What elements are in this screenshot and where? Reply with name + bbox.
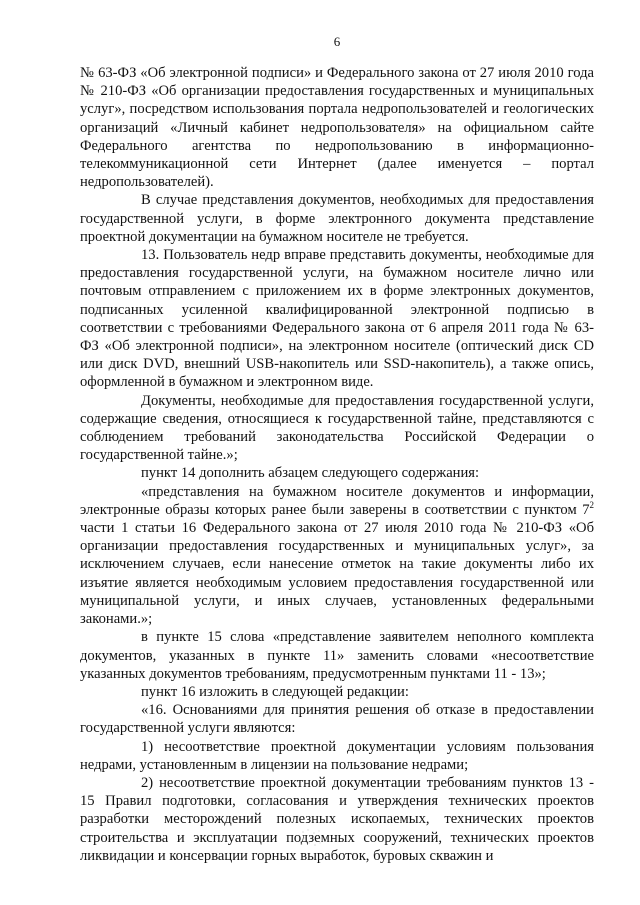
document-body: [80, 64, 594, 865]
paragraph-item-13: 13. Пользователь недр вправе представить документы, необходимые для предоставления государственной услуги, на бумажном носителе лично или почтовым отправлением с приложением их в форме электронных документов, подписанных усиленной квалифицированной электронной подписью в соответствии с требованиями Федерального закона от 6 апреля 2011 года № 63-ФЗ «Об электронной подписи», на электронном носителе (оптический диск CD или диск DVD, внешний USB-накопитель или SSD-накопитель), а также опись, оформленной в бумажном и электронном виде.: [80, 247, 594, 391]
paragraph-electronic-form: В случае представления документов, необходимых для предоставления государственной услуги, в форме электронного документа представление проектной документации на бумажном носителе не требуется.: [80, 192, 594, 245]
paragraph-item-14-amend: пункт 14 дополнить абзацем следующего содержания:: [141, 465, 480, 482]
page-number: 6: [333, 34, 341, 49]
paragraph-continuation: № 63-ФЗ «Об электронной подписи» и Федерального закона от 27 июля 2010 года № 210-ФЗ «Об организации предоставления государственных и муниципальных услуг», посредством использования портала недропользователей и геологических организаций «Личный кабинет недропользователя» на официальном сайте Федерального агентства по недропользованию в информационно-телекоммуникационной сети Интернет (далее именуется – портал недропользователей).: [80, 65, 594, 191]
paragraph-item-14-text-part1: «представления на бумажном носителе документов и информации, электронные образы которых ранее были заверены в соответствии с пунктом 7: [80, 483, 594, 518]
superscript-marker: 2: [589, 500, 594, 511]
paragraph-item-14-text-part2: части 1 статьи 16 Федерального закона от 27 июля 2010 года № 210-ФЗ «Об организации предоставления государственных и муниципальных услуг», за исключением случаев, если нанесение отметок на такие документы либо их изъятие является необходимым условием предоставления государственной или муниципальной услуги, и иных случаев, установленных федеральными законами.»;: [80, 520, 594, 628]
paragraph-item-15-amend: в пункте 15 слова «представление заявителем неполного комплекта документов, указанных в пункте 11» заменить словами «несоответствие указанных документов требованиям, предусмотренным пунктами 11 - 13»;: [80, 629, 594, 682]
paragraph-item-16-sub-1: 1) несоответствие проектной документации условиям пользования недрами, установленным в лицензии на пользование недрами;: [80, 738, 594, 773]
paragraph-item-14-text: [80, 483, 594, 629]
paragraph-state-secret: Документы, необходимые для предоставления государственной услуги, содержащие сведения, относящиеся к государственной тайне, представляются с соблюдением требований законодательства Российской Федерации о государственной тайне.»;: [80, 392, 594, 464]
paragraph-item-16-amend: пункт 16 изложить в следующей редакции:: [141, 683, 409, 700]
paragraph-item-16-text: «16. Основаниями для принятия решения об отказе в предоставлении государственной услуги являются:: [80, 702, 594, 737]
scan-artifact-icon: [300, 828, 322, 848]
paragraph-item-16-sub-2: 2) несоответствие проектной документации требованиям пунктов 13 - 15 Правил подготовки, согласования и утверждения технических проектов разработки месторождений полезных ископаемых, технических проектов строительства и эксплуатации подземных сооружений, технических проектов ликвидации и консервации горных выработок, буровых скважин и: [80, 774, 594, 864]
